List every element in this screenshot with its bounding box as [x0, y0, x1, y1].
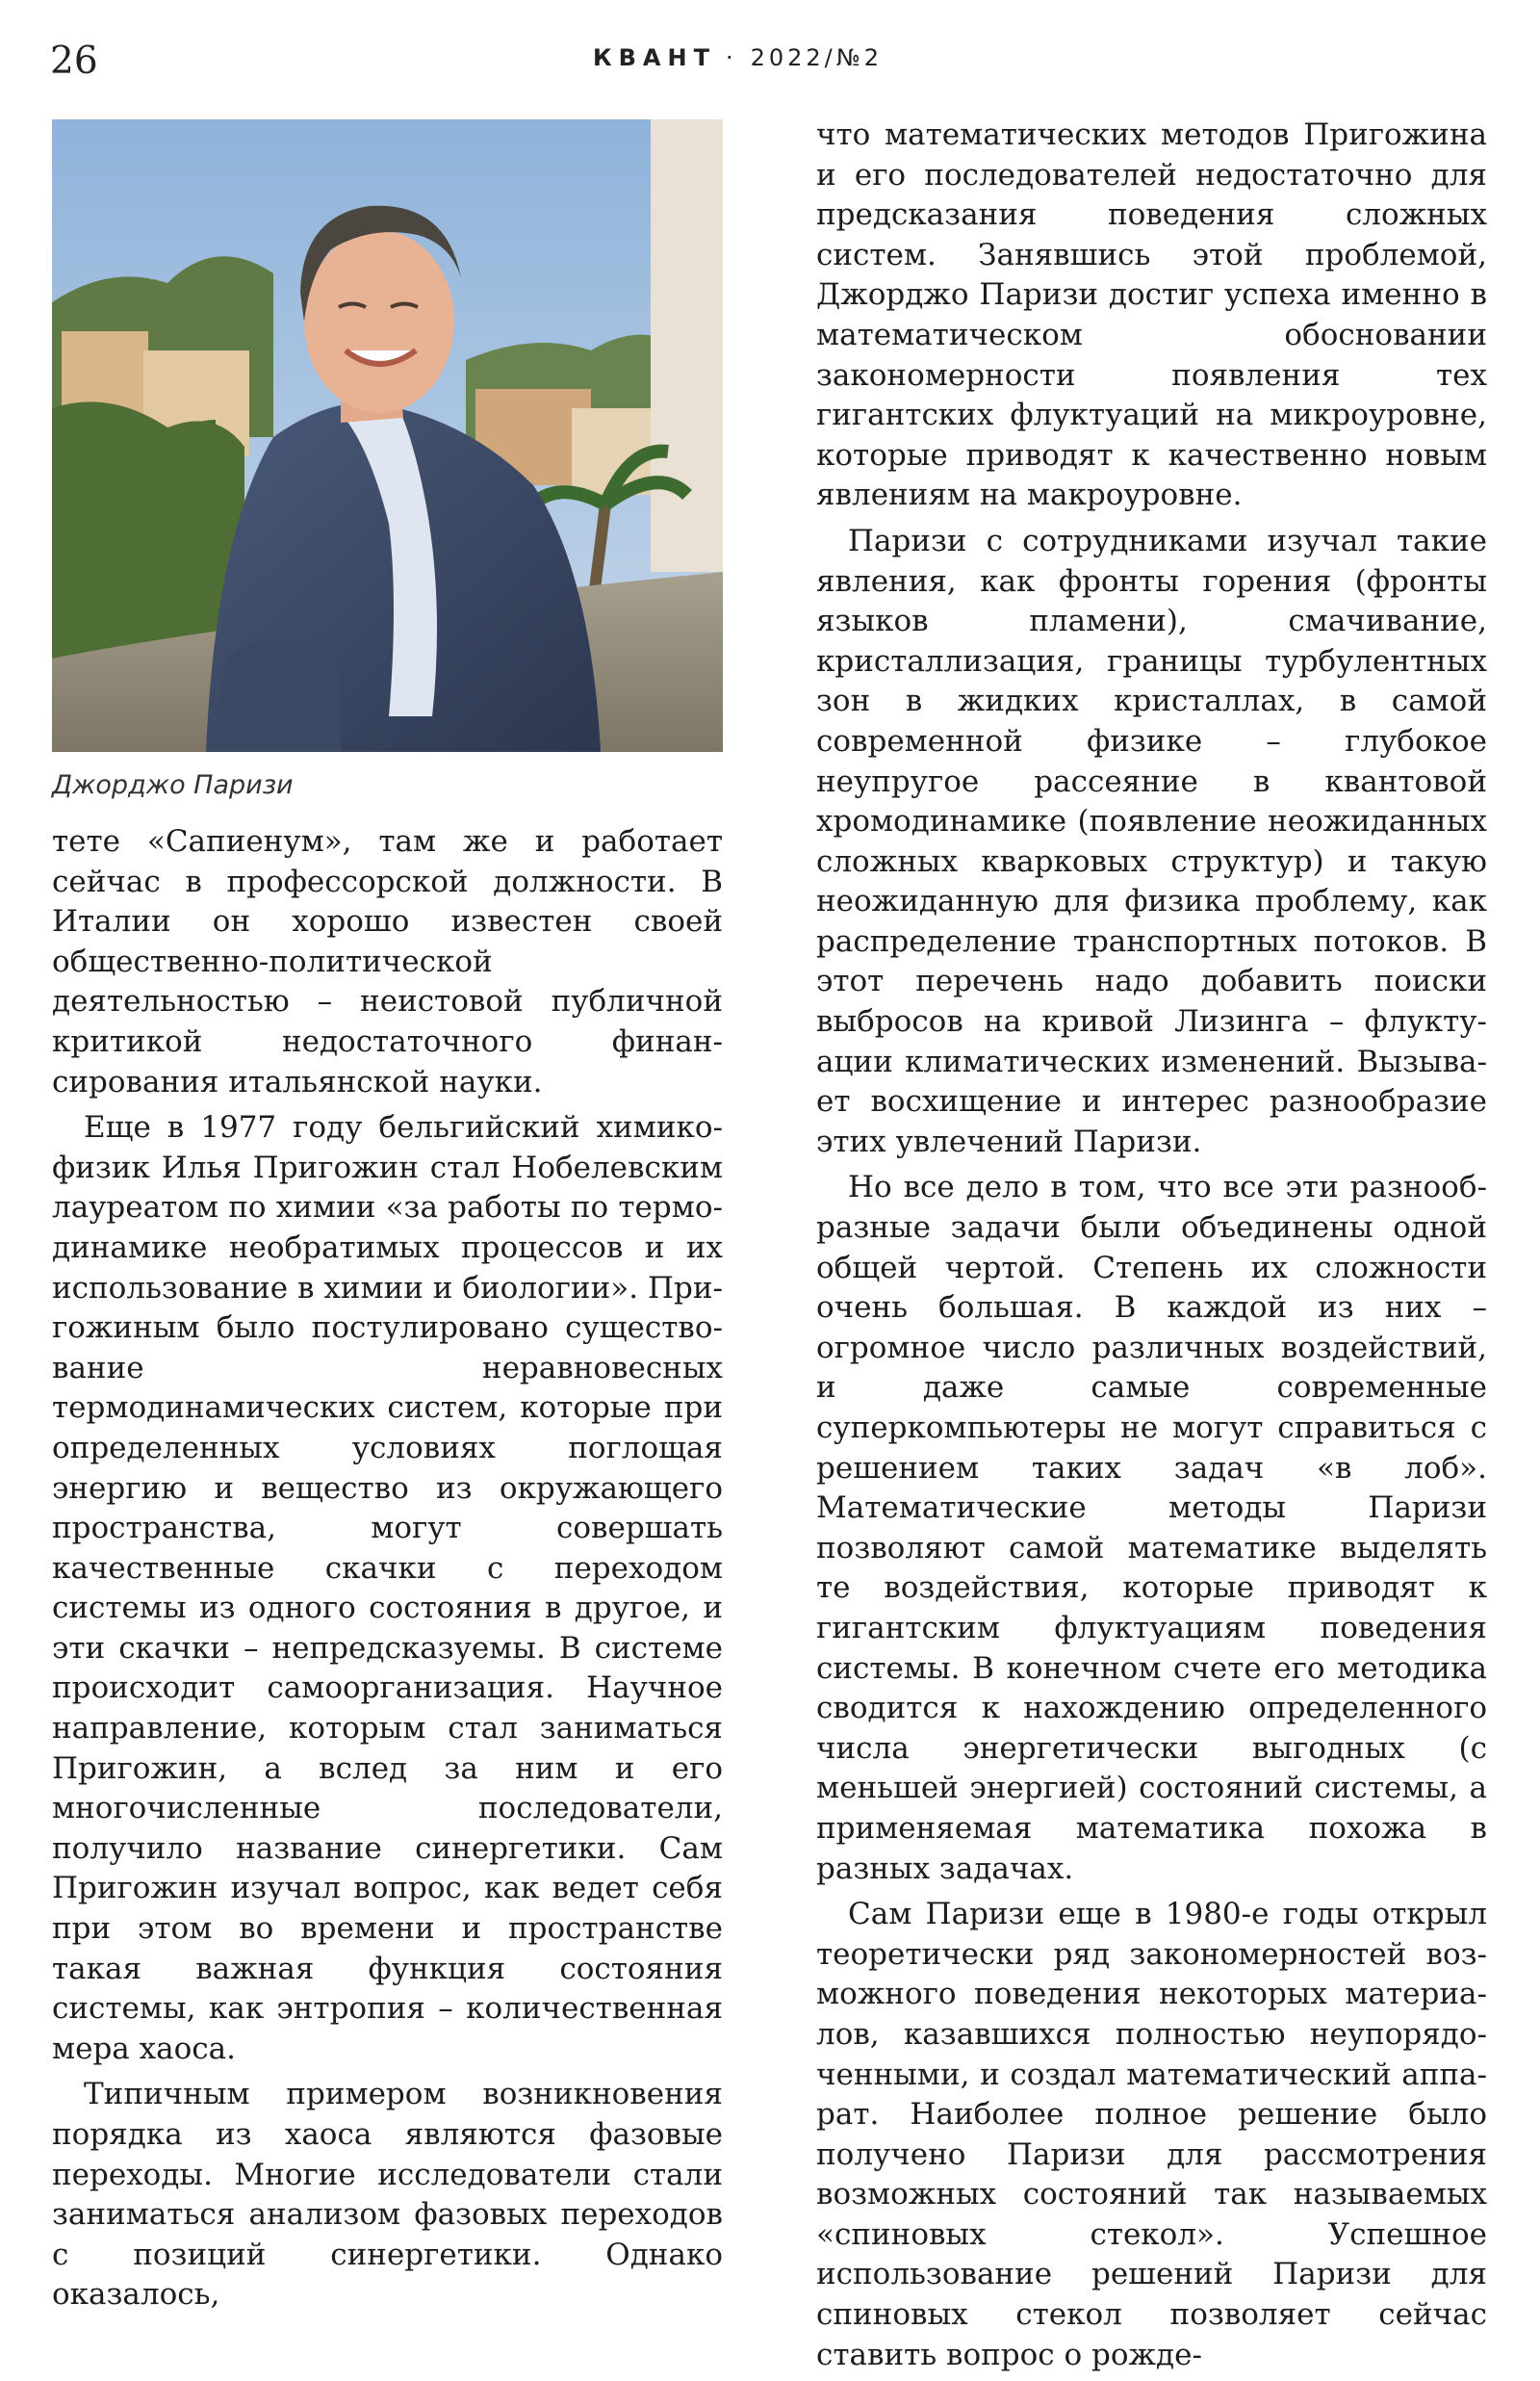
paragraph: Сам Паризи еще в 1980-е годы открыл теоретически ряд закономерностей возможного поведения некоторых материалов, казавшихся полностью неупорядоченными, и создал математический аппарат. Наиболее полное решение было получено Паризи для рассмотрения возможных состояний так называемых «спиновых стекол». Успешное использование решений Паризи для спиновых стекол позволяет сейчас ставить вопрос о рожде- [816, 1897, 1487, 2372]
paragraph: Паризи с сотрудниками изучал такие явления, как фронты горения (фронты языков пламени), смачивание, кристаллизация, границы турбулентных зон в жидких кристаллах, в самой современной физике – глубокое неупругое рассеяние в квантовой хромодинамике (появление неожиданных сложных кварковых структур) и такую неожиданную для физика проблему, как распределение транспортных потоков. В этот перечень надо добавить поиски выбросов на кривой Лизинга – флуктуации климатических изменений. Вызывает восхищение и интерес разнообразие этих увлечений Паризи. [816, 523, 1487, 1159]
journal-title: КВАНТ [593, 44, 716, 71]
running-head [593, 46, 883, 69]
page-number: 26 [50, 39, 98, 83]
photo-caption: Джорджо Паризи [52, 770, 294, 800]
issue-number: 2022/№2 [750, 44, 883, 71]
left-column [52, 822, 723, 2321]
paragraph: Типичным примером возникновения порядка из хаоса являются фазовые переходы. Многие исследователи стали заниматься анализом фазовых переходов с позиций синергетики. Однако оказалось, [52, 2077, 723, 2313]
header-separator: · [725, 44, 733, 71]
portrait-illustration [52, 119, 723, 752]
right-column [816, 116, 1487, 2381]
paragraph: Еще в 1977 году бельгийский химико-физик Илья Пригожин стал Нобелевским лауреатом по химии «за работы по термодинамике необратимых процессов и их использование в химии и биологии». Пригожиным было постулировано существование неравновесных термодинамических систем, которые при определенных условиях поглощая энергию и вещество из окружающего пространства, могут совершать качественные скачки с переходом системы из одного состояния в другое, и эти скачки – непредсказуемы. В системе происходит самоорганизация. Научное направление, которым стал заниматься Пригожин, а вслед за ним и его многочисленные последователи, получило название синергетики. Сам Пригожин изучал вопрос, как ведет себя при этом во времени и пространстве такая важная функция состояния системы, как энтропия – количественная мера хаоса. [52, 1110, 723, 2066]
paragraph: что математических методов Пригожина и его последователей недостаточно для предсказания поведения сложных систем. Занявшись этой проблемой, Джорджо Паризи достиг успеха именно в математическом обосновании закономерности появления тех гигантских флуктуаций на микроуровне, которые приводят к качественно новым явлениям на макроуровне. [816, 117, 1487, 513]
paragraph: тете «Сапиенум», там же и работает сейчас в профессорской должности. В Италии он хорошо известен своей общественно-политической деятельностью – неистовой публичной критикой недостаточного финансирования итальянской науки. [52, 824, 723, 1100]
paragraph: Но все дело в том, что все эти разнообразные задачи были объединены одной общей чертой. Степень их сложности очень большая. В каждой из них – огромное число различных воздействий, и даже самые современные суперкомпьютеры не могут справиться с решением таких задач «в лоб». Математические методы Паризи позволяют самой математике выделять те воздействия, которые приводят к гигантским флуктуациям поведения системы. В конечном счете его методика сводится к нахождению определенного числа энергетически выгодных (с меньшей энергией) состояний системы, а применяемая математика похожа в разных задачах. [816, 1170, 1487, 1886]
portrait-photo [52, 119, 723, 752]
